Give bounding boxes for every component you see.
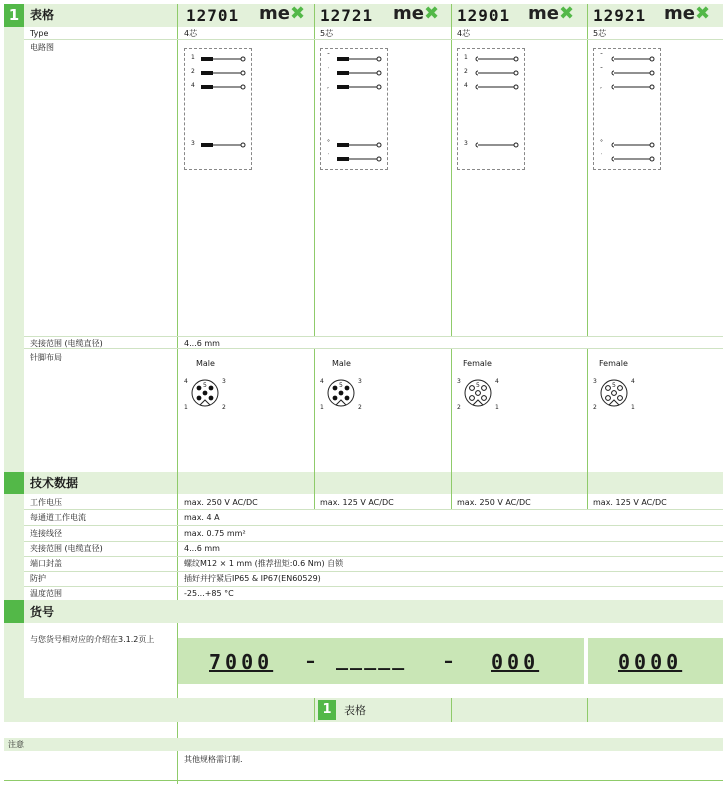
pin-number: 3: [457, 378, 461, 385]
brand-logo: me✖: [259, 3, 306, 24]
col-divider: [451, 698, 452, 722]
row-divider: [4, 780, 723, 781]
col-divider: [314, 494, 315, 509]
section1-title: 表格: [30, 8, 55, 22]
part-number-12701: 12701: [186, 6, 240, 25]
gender-label: Female: [463, 359, 492, 368]
pin-number: 4: [184, 378, 188, 385]
brand-logo: me✖: [393, 3, 440, 24]
col-divider: [587, 4, 588, 336]
circuit-diagram: [457, 48, 525, 170]
left-sidebar: [4, 27, 24, 472]
circuit-label: 电路图: [30, 43, 54, 52]
circuit-pin-label: 1: [464, 54, 468, 61]
gender-label: Male: [332, 359, 351, 368]
pin-number: 5: [476, 382, 480, 389]
pin-number: 4: [495, 378, 499, 385]
order-group-4: 0000: [618, 650, 683, 674]
col-divider: [451, 4, 452, 336]
type-value: 4芯: [457, 29, 471, 38]
col-divider: [451, 494, 452, 509]
type-value: 4芯: [184, 29, 198, 38]
pin-number: 3: [593, 378, 597, 385]
notes-text: 其他规格需订制.: [184, 755, 243, 764]
order-note: 与您货号相对应的介绍在3.1.2页上: [30, 635, 155, 644]
notes-label: 注意: [8, 740, 24, 749]
pin-number: 2: [222, 404, 226, 411]
tech-label: 防护: [30, 574, 46, 583]
brand-logo: me✖: [664, 3, 711, 24]
col-divider: [451, 348, 452, 473]
pin-number: 4: [631, 378, 635, 385]
row-divider: [24, 525, 723, 526]
circuit-pin-label: 2: [191, 68, 195, 75]
pin-number: 1: [631, 404, 635, 411]
gender-label: Male: [196, 359, 215, 368]
voltage-value: max. 125 V AC/DC: [320, 498, 394, 507]
left-sidebar-2: [4, 494, 24, 600]
type-value: 5芯: [320, 29, 334, 38]
type-value: 5芯: [593, 29, 607, 38]
circuit-pin-label: °: [600, 139, 603, 146]
row-divider: [24, 571, 723, 572]
col-divider: [587, 348, 588, 473]
part-number-12921: 12921: [593, 6, 647, 25]
pin-number: 2: [358, 404, 362, 411]
circuit-diagram: [184, 48, 252, 170]
circuit-svg: [458, 49, 526, 171]
tech-label: 每通道工作电流: [30, 513, 86, 522]
pin-number: 5: [339, 382, 343, 389]
tech-label: 连接线径: [30, 529, 62, 538]
part-number-12721: 12721: [320, 6, 374, 25]
tech-value: max. 4 A: [184, 513, 220, 522]
row-divider: [24, 556, 723, 557]
section3-marker: [4, 600, 24, 623]
brand-logo: me✖: [528, 3, 575, 24]
col-divider: [314, 698, 315, 722]
circuit-svg: [594, 49, 662, 171]
pin-layout-label: 针脚布局: [30, 353, 62, 362]
brand-x-icon: ✖: [558, 3, 575, 24]
notes-header: [4, 738, 723, 751]
clamp-range-value: 4...6 mm: [184, 339, 220, 348]
circuit-diagram: [593, 48, 661, 170]
row-divider: [24, 348, 723, 349]
type-label: Type: [30, 29, 49, 38]
circuit-pin-label: ‚: [600, 83, 602, 90]
order-separator: –: [444, 651, 453, 672]
row-divider: [24, 336, 723, 337]
order-group-1: 7000: [209, 650, 274, 674]
pin-number: 3: [222, 378, 226, 385]
pin-number: 1: [184, 404, 188, 411]
brand-x-icon: ✖: [289, 3, 306, 24]
circuit-pin-label: ˙: [600, 153, 603, 160]
tech-label: 工作电压: [30, 498, 62, 507]
circuit-pin-label: ˙: [327, 67, 330, 74]
circuit-svg: [185, 49, 253, 171]
pin-layout-12721: [316, 356, 366, 418]
pin-number: 5: [203, 382, 207, 389]
col-divider: [587, 472, 588, 494]
pin-number: 5: [612, 382, 616, 389]
section2-title: 技术数据: [30, 476, 79, 490]
section2-header: [24, 472, 723, 494]
brand-x-icon: ✖: [694, 3, 711, 24]
circuit-pin-label: 4: [464, 82, 468, 89]
circuit-pin-label: 3: [191, 140, 195, 147]
circuit-pin-label: 1: [191, 54, 195, 61]
section3-title: 货号: [30, 605, 55, 619]
row-divider: [24, 586, 723, 587]
pin-number: 3: [358, 378, 362, 385]
row-divider: [24, 541, 723, 542]
section1-number: 1: [8, 6, 20, 24]
row-divider: [24, 509, 723, 510]
brand-x-icon: ✖: [423, 3, 440, 24]
pin-number: 2: [593, 404, 597, 411]
circuit-pin-label: ˙: [327, 153, 330, 160]
col-divider: [587, 494, 588, 509]
footer-ref-number: 1: [322, 702, 332, 717]
circuit-pin-label: °: [327, 139, 330, 146]
row-divider: [24, 39, 723, 40]
order-separator: –: [306, 651, 315, 672]
left-sidebar-3: [4, 623, 24, 698]
voltage-value: max. 125 V AC/DC: [593, 498, 667, 507]
tech-label: 端口封盖: [30, 559, 62, 568]
tech-value: 插好并拧紧后IP65 & IP67(EN60529): [184, 574, 321, 583]
tech-label: 夹接范围 (电缆直径): [30, 544, 103, 553]
pin-layout-12901: [453, 356, 503, 418]
tech-value: -25...+85 °C: [184, 589, 234, 598]
circuit-pin-label: ˘: [327, 53, 330, 60]
circuit-pin-label: ˘: [600, 67, 603, 74]
gender-label: Female: [599, 359, 628, 368]
tech-value: 4...6 mm: [184, 544, 220, 553]
pin-number: 1: [320, 404, 324, 411]
circuit-pin-label: ˘: [600, 53, 603, 60]
col-divider: [451, 472, 452, 494]
part-number-12901: 12901: [457, 6, 511, 25]
circuit-svg: [321, 49, 389, 171]
pin-layout-12701: [180, 356, 230, 418]
pin-number: 2: [457, 404, 461, 411]
col-divider: [314, 4, 315, 336]
pin-layout-12921: [589, 356, 639, 418]
circuit-pin-label: 2: [464, 68, 468, 75]
col-divider: [314, 348, 315, 473]
circuit-diagram: [320, 48, 388, 170]
section2-marker: [4, 472, 24, 494]
circuit-pin-label: 3: [464, 140, 468, 147]
order-group-3: 000: [491, 650, 540, 674]
tech-value: max. 0.75 mm²: [184, 529, 246, 538]
voltage-value: max. 250 V AC/DC: [457, 498, 531, 507]
voltage-value: max. 250 V AC/DC: [184, 498, 258, 507]
section3-header: [24, 600, 723, 623]
pin-number: 4: [320, 378, 324, 385]
clamp-range-label: 夹接范围 (电缆直径): [30, 339, 103, 348]
col-divider: [314, 472, 315, 494]
circuit-pin-label: 4: [191, 82, 195, 89]
col-divider: [177, 472, 178, 494]
tech-label: 温度范围: [30, 589, 62, 598]
tech-value: 螺纹M12 × 1 mm (推荐扭矩:0.6 Nm) 自锁: [184, 559, 344, 568]
pin-number: 1: [495, 404, 499, 411]
col-divider: [587, 698, 588, 722]
footer-ref-title: 表格: [344, 704, 366, 717]
order-group-2: _____: [336, 646, 407, 670]
circuit-pin-label: ‚: [327, 83, 329, 90]
